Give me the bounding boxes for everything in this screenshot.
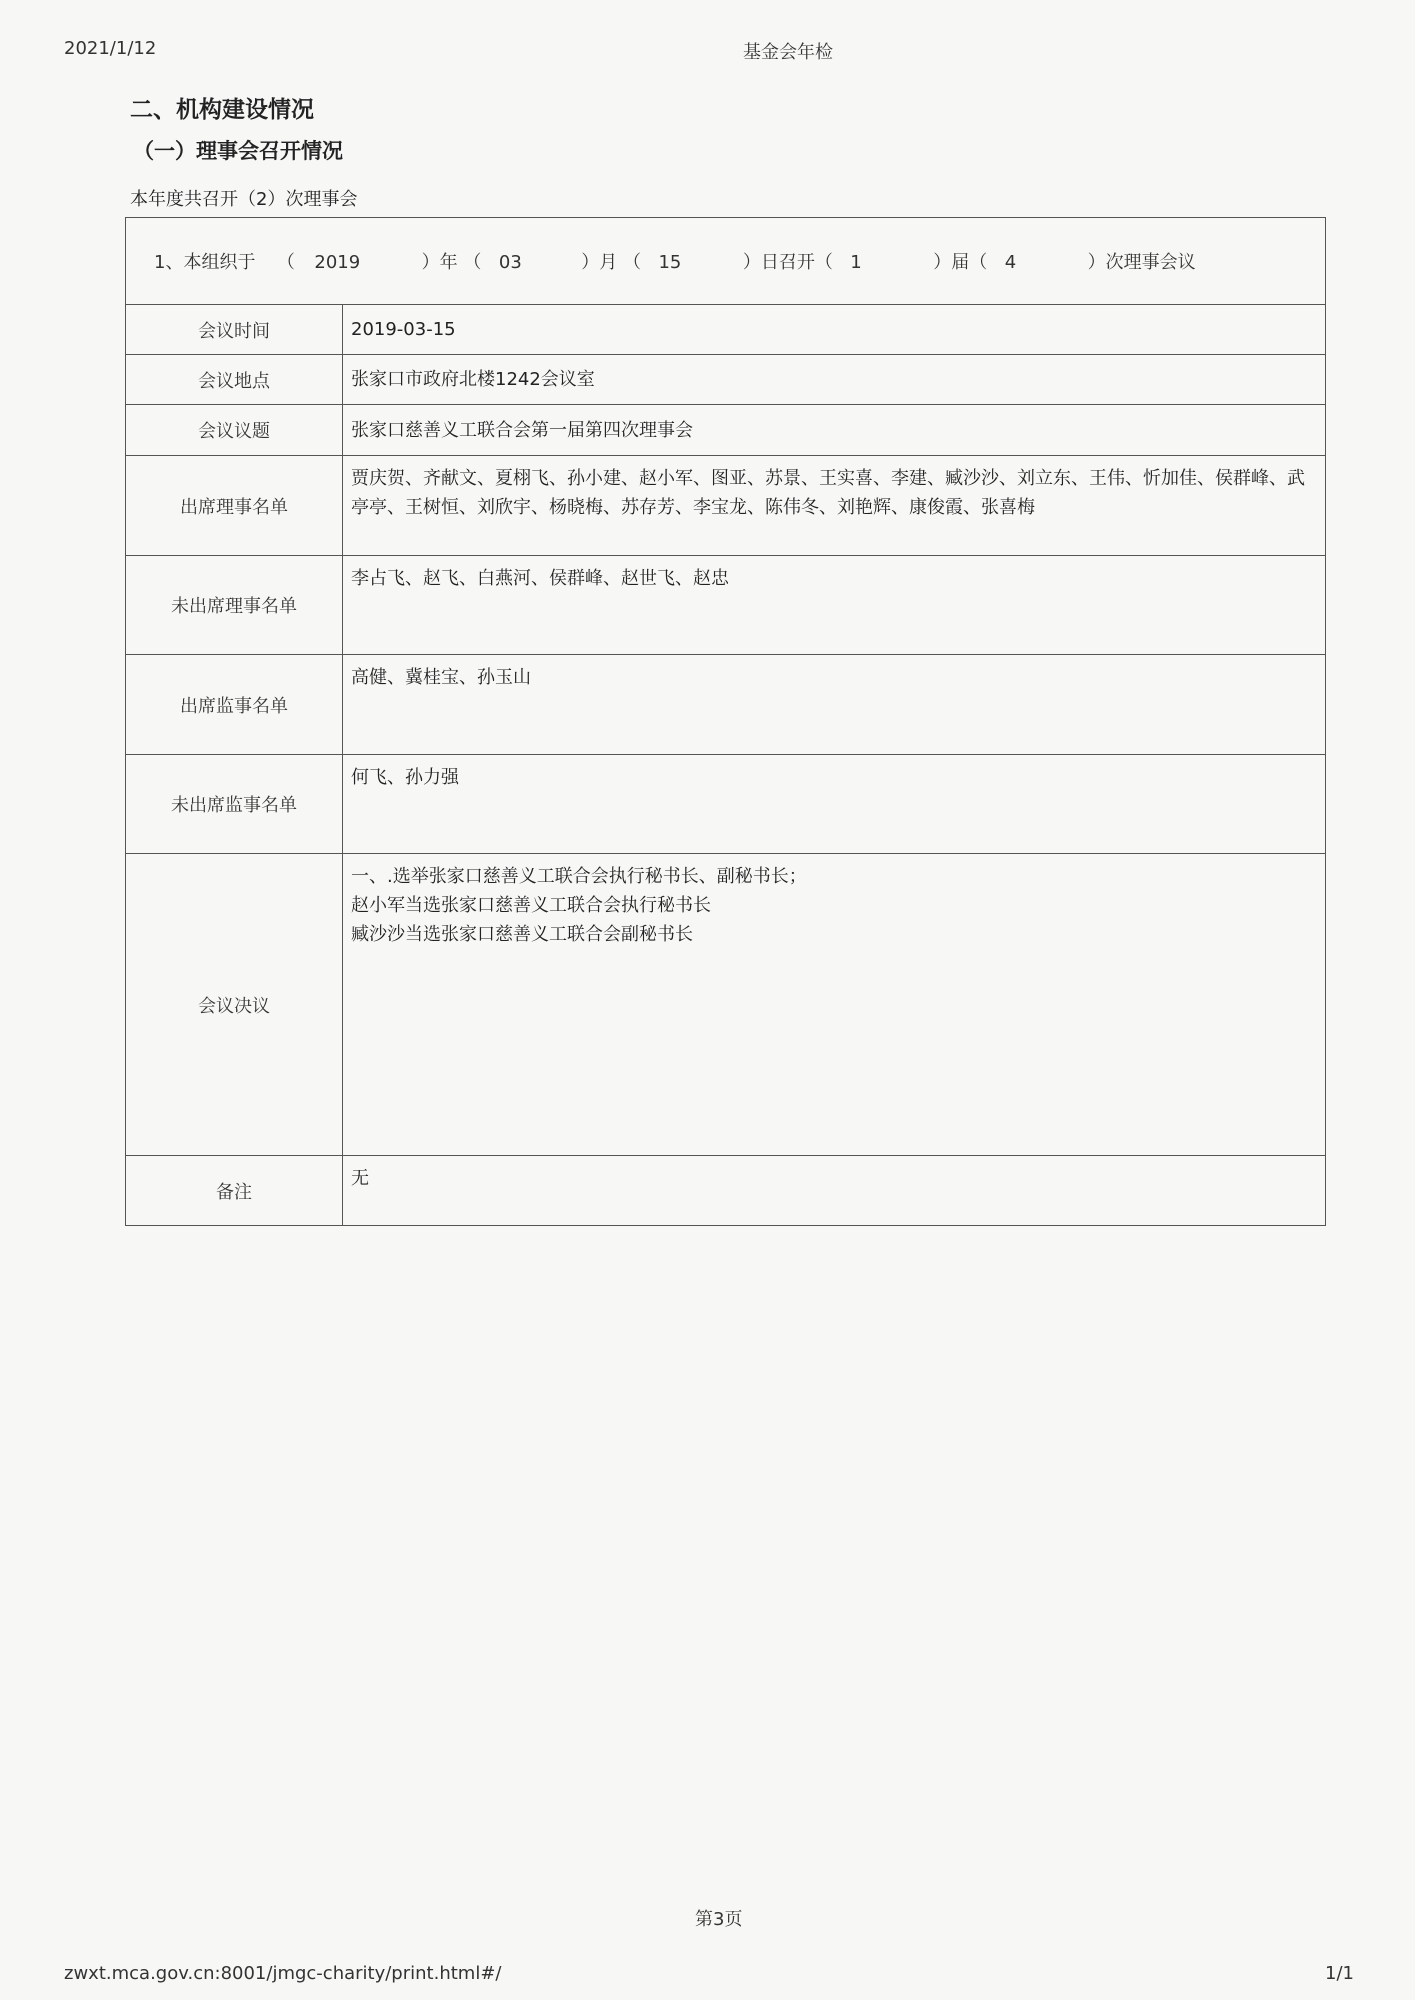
intro-number-unit: ）次理事会议 <box>1087 252 1196 273</box>
meeting-count-summary <box>130 185 357 211</box>
intro-lead: 1、本组织于 <box>154 252 256 273</box>
meeting-place-label: 会议地点 <box>126 355 343 405</box>
meeting-intro-row <box>126 218 1326 305</box>
attending-supervisors-label: 出席监事名单 <box>126 655 343 755</box>
intro-session-unit: ）届（ <box>933 252 988 273</box>
page-header-title: 基金会年检 <box>743 42 833 63</box>
resolution-line: 一、.选举张家口慈善义工联合会执行秘书长、副秘书长； <box>351 866 807 887</box>
absent-supervisors-label: 未出席监事名单 <box>126 755 343 854</box>
summary-suffix: 次理事会 <box>285 189 358 210</box>
absent-supervisors-value: 何飞、孙力强 <box>343 755 1326 854</box>
resolution-line: 赵小军当选张家口慈善义工联合会执行秘书长 <box>351 895 711 916</box>
meeting-time-row <box>126 305 1326 355</box>
resolution-line: 臧沙沙当选张家口慈善义工联合会副秘书长 <box>351 924 693 945</box>
meeting-time-value: 2019-03-15 <box>343 305 1326 355</box>
page-count: 1/1 <box>1325 1963 1354 1984</box>
absent-directors-value: 李占飞、赵飞、白燕河、侯群峰、赵世飞、赵忠 <box>343 556 1326 655</box>
intro-session: 1 <box>850 252 862 273</box>
absent-supervisors-row <box>126 755 1326 854</box>
page-url: zwxt.mca.gov.cn:8001/jmgc-charity/print.html#/ <box>64 1963 502 1984</box>
board-meeting-table <box>125 217 1326 1226</box>
remarks-row <box>126 1156 1326 1226</box>
intro-month: 03 <box>498 252 522 273</box>
intro-year-unit: ）年 （ <box>421 252 482 273</box>
attending-supervisors-row <box>126 655 1326 755</box>
meeting-topic-value: 张家口慈善义工联合会第一届第四次理事会 <box>343 405 1326 456</box>
subsection-title: （一）理事会召开情况 <box>133 139 343 163</box>
attending-supervisors-value: 高健、冀桂宝、孙玉山 <box>343 655 1326 755</box>
remarks-value: 无 <box>343 1156 1326 1226</box>
resolution-label: 会议决议 <box>126 854 343 1156</box>
intro-year: 2019 <box>314 252 361 273</box>
resolution-row <box>126 854 1326 1156</box>
attending-directors-label: 出席理事名单 <box>126 456 343 556</box>
absent-directors-row <box>126 556 1326 655</box>
meeting-time-label: 会议时间 <box>126 305 343 355</box>
meeting-intro <box>126 218 1326 305</box>
intro-number: 4 <box>1004 252 1017 273</box>
meeting-place-row <box>126 355 1326 405</box>
print-date: 2021/1/12 <box>64 38 157 59</box>
section-title: 二、机构建设情况 <box>130 97 314 123</box>
summary-prefix: 本年度共召开 <box>130 189 238 210</box>
attending-directors-value: 贾庆贺、齐献文、夏栩飞、孙小建、赵小军、图亚、苏景、王实喜、李建、臧沙沙、刘立东、王伟、忻加佳、侯群峰、武亭亭、王树恒、刘欣宇、杨晓梅、苏存芳、李宝龙、陈伟冬、刘艳辉、康俊霞、张喜梅 <box>343 456 1326 556</box>
intro-day: 15 <box>658 252 682 273</box>
intro-month-unit: ）月 （ <box>581 252 641 273</box>
intro-day-unit: ）日召开（ <box>742 252 833 273</box>
meeting-place-value: 张家口市政府北楼1242会议室 <box>343 355 1326 405</box>
absent-directors-label: 未出席理事名单 <box>126 556 343 655</box>
meeting-topic-row <box>126 405 1326 456</box>
remarks-label: 备注 <box>126 1156 343 1226</box>
summary-count: （2） <box>238 189 286 210</box>
resolution-value <box>343 854 1326 1156</box>
page-number: 第3页 <box>695 1909 743 1930</box>
attending-directors-row <box>126 456 1326 556</box>
intro-open-paren: （ <box>276 252 295 273</box>
meeting-topic-label: 会议议题 <box>126 405 343 456</box>
